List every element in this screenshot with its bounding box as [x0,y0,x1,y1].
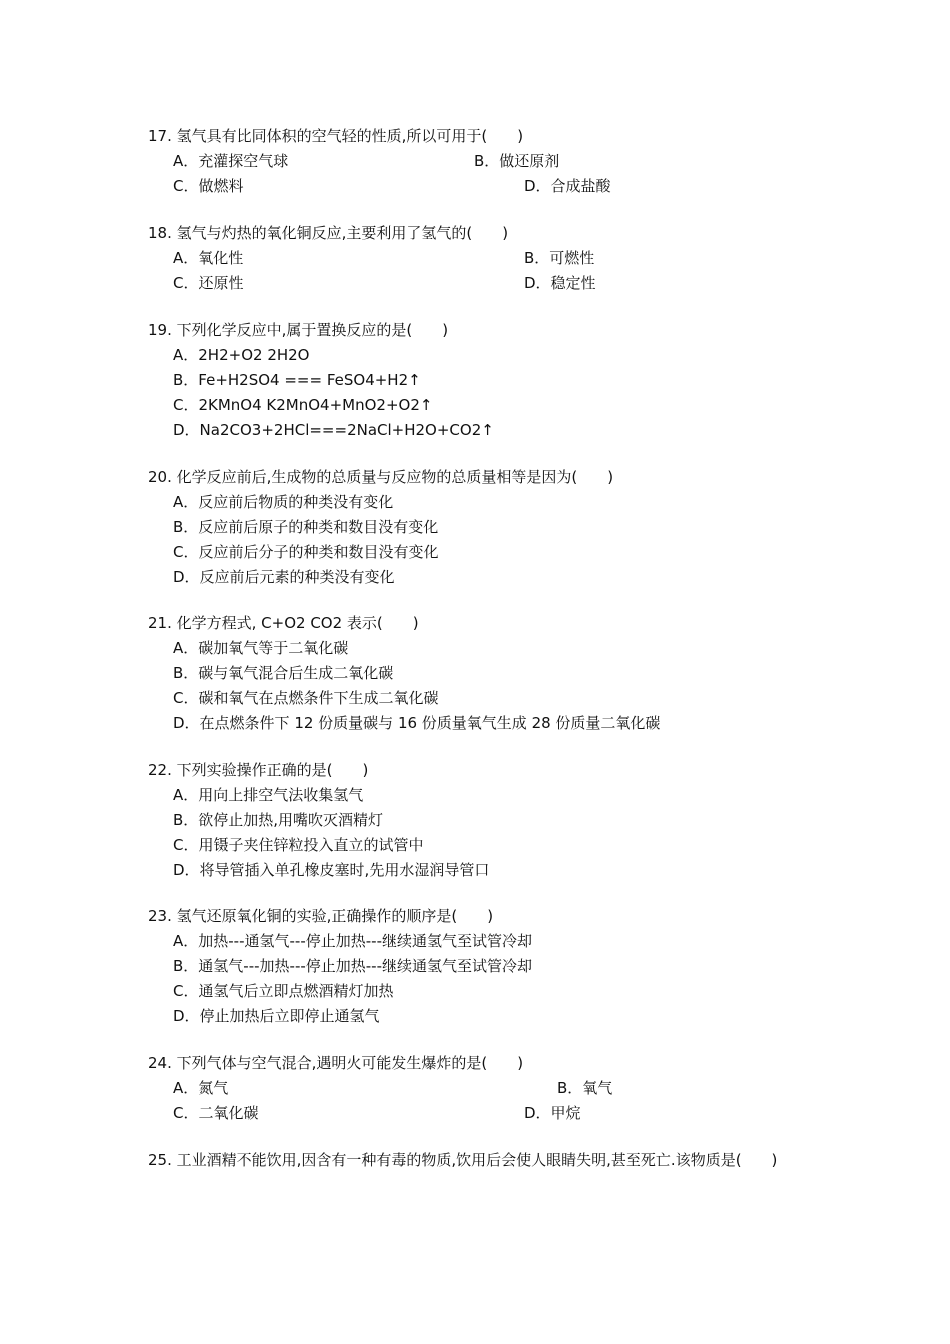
option-b [148,661,828,686]
option-row [148,1101,828,1126]
question-17 [148,124,828,199]
question-18 [148,221,828,296]
question-stem: 17. 氢气具有比同体积的空气轻的性质,所以可用于( ) [148,127,524,145]
option-text: B．反应前后原子的种类和数目没有变化 [173,518,439,536]
option-a: A．氧化性 [173,249,244,267]
option-text: D．Na2CO3+2HCl===2NaCl+H2O+CO2↑ [173,421,494,439]
option-c: C．二氧化碳 [173,1104,259,1122]
option-b: B．氧气 [557,1079,613,1097]
option-b: B．可燃性 [524,249,595,267]
option-row [148,149,828,174]
option-b [148,515,828,540]
option-a [148,490,828,515]
option-row [148,271,828,296]
option-text: A．2H2+O2 2H2O [173,346,310,364]
option-text: C．反应前后分子的种类和数目没有变化 [173,543,439,561]
question-stem: 18. 氢气与灼热的氧化铜反应,主要利用了氢气的( ) [148,224,509,242]
option-text: C．用镊子夹住锌粒投入直立的试管中 [173,836,424,854]
option-text: B．碳与氧气混合后生成二氧化碳 [173,664,394,682]
option-b: B．做还原剂 [474,152,560,170]
option-text: D．将导管插入单孔橡皮塞时,先用水湿润导管口 [173,861,490,879]
option-d [148,711,828,736]
question-stem: 25. 工业酒精不能饮用,因含有一种有毒的物质,饮用后会使人眼睛失明,甚至死亡.该物质是( ) [148,1151,778,1169]
option-d [148,418,828,443]
option-a [148,636,828,661]
question-22 [148,758,828,883]
option-text: D．停止加热后立即停止通氢气 [173,1007,380,1025]
option-text: D．反应前后元素的种类没有变化 [173,568,395,586]
option-d: D．稳定性 [524,274,596,292]
option-d [148,565,828,590]
option-a [148,343,828,368]
question-stem: 20. 化学反应前后,生成物的总质量与反应物的总质量相等是因为( ) [148,468,614,486]
option-text: B．欲停止加热,用嘴吹灭酒精灯 [173,811,384,829]
option-d: D．合成盐酸 [524,177,611,195]
option-d: D．甲烷 [524,1104,581,1122]
question-20 [148,465,828,590]
option-text: A．加热---通氢气---停止加热---继续通氢气至试管冷却 [173,932,532,950]
option-a [148,929,828,954]
question-stem: 24. 下列气体与空气混合,遇明火可能发生爆炸的是( ) [148,1054,524,1072]
option-a: A．氮气 [173,1079,229,1097]
option-text: A．反应前后物质的种类没有变化 [173,493,394,511]
option-b [148,954,828,979]
option-c: C．还原性 [173,274,244,292]
option-a [148,783,828,808]
question-stem: 19. 下列化学反应中,属于置换反应的是( ) [148,321,449,339]
option-c [148,540,828,565]
option-text: D．在点燃条件下 12 份质量碳与 16 份质量氧气生成 28 份质量二氧化碳 [173,714,661,732]
question-stem: 23. 氢气还原氧化铜的实验,正确操作的顺序是( ) [148,907,494,925]
question-25 [142,1148,814,1173]
option-b [148,808,828,833]
option-row [148,246,828,271]
option-text: A．碳加氧气等于二氧化碳 [173,639,349,657]
option-c: C．做燃料 [173,177,244,195]
option-row [148,174,828,199]
option-d [148,858,828,883]
option-c [148,686,828,711]
option-text: B．通氢气---加热---停止加热---继续通氢气至试管冷却 [173,957,533,975]
question-24 [148,1051,828,1126]
option-d [148,1004,828,1029]
option-a: A．充灌探空气球 [173,152,289,170]
option-c [148,393,828,418]
option-text: C．碳和氧气在点燃条件下生成二氧化碳 [173,689,439,707]
question-stem: 21. 化学方程式, C+O2 CO2 表示( ) [148,614,419,632]
question-stem: 22. 下列实验操作正确的是( ) [148,761,369,779]
option-row [148,1076,828,1101]
option-text: C．2KMnO4 K2MnO4+MnO2+O2↑ [173,396,433,414]
question-19 [148,318,828,443]
question-21 [148,611,828,736]
option-c [148,979,828,1004]
option-c [148,833,828,858]
option-text: B．Fe+H2SO4 === FeSO4+H2↑ [173,371,421,389]
option-text: A．用向上排空气法收集氢气 [173,786,364,804]
question-23 [148,904,828,1029]
option-text: C．通氢气后立即点燃酒精灯加热 [173,982,394,1000]
option-b [148,368,828,393]
